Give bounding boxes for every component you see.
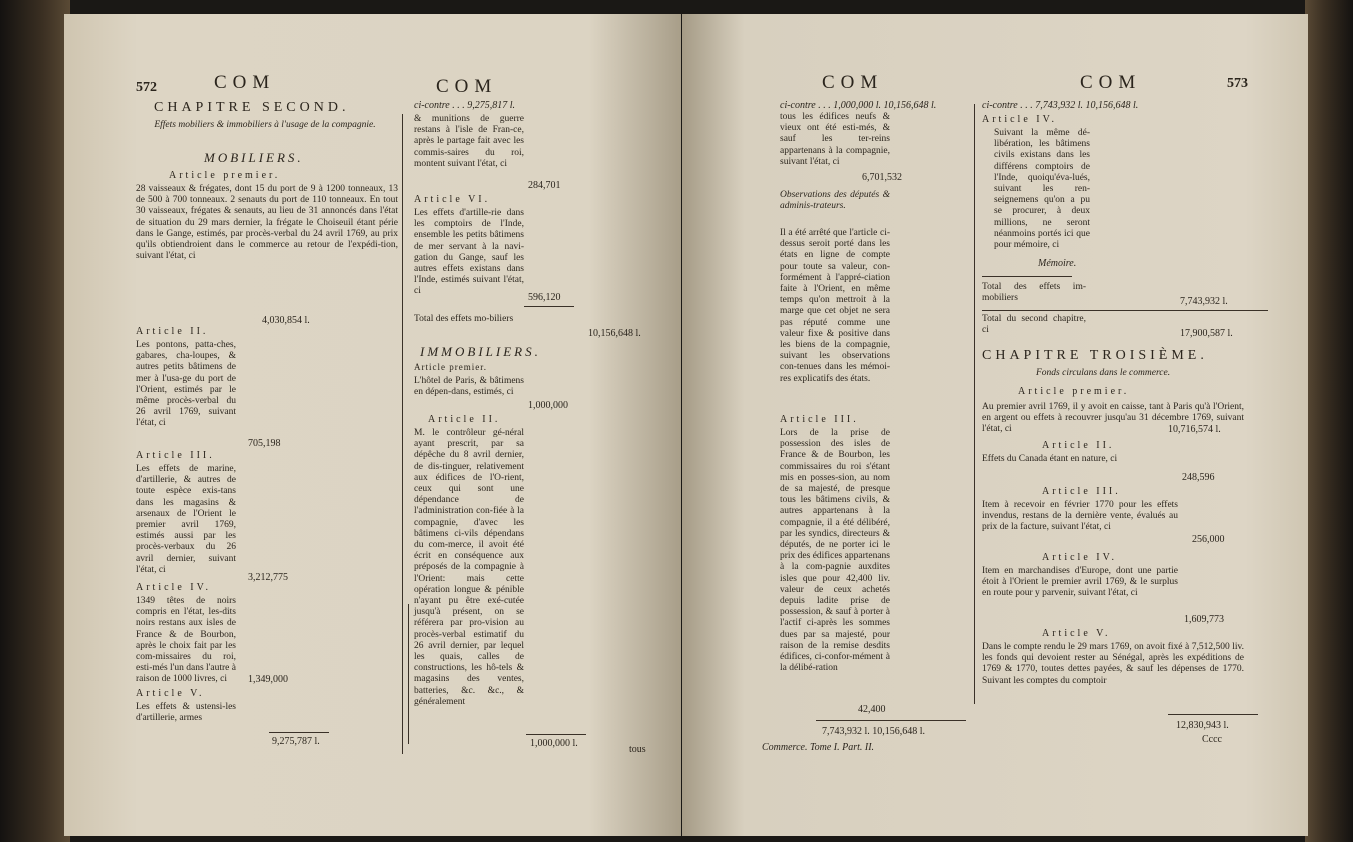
article-amount: 1,000,000: [528, 400, 568, 411]
article-amount: 6,701,532: [862, 172, 902, 183]
column-total: 1,000,000 l.: [530, 738, 578, 749]
article-text: M. le contrôleur gé-néral ayant prescrit, par sa dépêche du 8 avril dernier, de dis-tinguer, relativement aux édifices de l'O-rient, ceux qui sont une dépendance de l'administration con-fiée à la compagnie, d'avec les bâtimens ci-vils dépendans du com-merce, il avoit été écrit en conséquence aux préposés de la compagnie à l'Orient: mais cette opération longue & pénible n'ayant pu être exé-cutée jusqu'à présent, on se référera par pro-vision au procès-verbal estimatif du 26 avril dernier, par lequel les quais, calles de constructions, les hô-tels & magasins des ventes, batteries, &c. &c., & généralement: [414, 428, 524, 707]
right-page: [682, 14, 1308, 836]
signature-line: Commerce. Tome I. Part. II.: [762, 742, 875, 753]
article-heading: Article II.: [1042, 440, 1115, 451]
carried-forward: ci-contre . . . 1,000,000 l. 10,156,648 l.: [780, 100, 937, 111]
article-heading: Article IV.: [136, 582, 212, 593]
article-amount: 42,400: [858, 704, 886, 715]
article-amount: 705,198: [248, 438, 281, 449]
observations-text: Il a été arrêté que l'article ci-dessus seroit porté dans les états en ligne de compte pour toute sa valeur, con-formément à l'appré-ciation faite à l'Orient, en même temps qu'on mettroit à la marge que cet objet ne sera pas réputé comme une valeur fixe & positive dans les biens de la compagnie, suivant les observations con-tenues dans les mémoi-res explicatifs des états.: [780, 228, 890, 384]
article-heading: Article premier.: [169, 170, 281, 181]
article-amount: 4,030,854 l.: [262, 315, 310, 326]
article-text: Les pontons, patta-ches, gabares, cha-loupes, & autres petits bâtimens de mer à l'usa-ge du port de l'Orient, estimés par le même procès-verbal du 26 avril 1769, suivant l'état, ci: [136, 340, 236, 429]
article-text: 28 vaisseaux & frégates, dont 15 du port de 9 à 1200 tonneaux, 13 de 500 à 700 tonneaux. 2 senauts du port de 110 tonneaux. En tout 30 vaisseaux, frégates & senauts, au lieu de 31 annoncés dans l'état de situation du 29 mars dernier, la frégate le Choiseuil étant périe dans le Gange, estimés, par procès-verbal du 24 avril 1769, au prix qu'ils obtiendroient dans le commerce au retour de l'expédi-tion, suivant l'état, ci: [136, 184, 398, 262]
running-head-2: COM: [1080, 72, 1142, 93]
column-head: COM: [436, 76, 498, 97]
running-head: COM: [214, 72, 276, 93]
article-text: Item en marchandises d'Europe, dont une partie étoit à l'Orient le premier avril 1769, & le surplus en route pour y parvenir, suivant l'état, ci: [982, 566, 1178, 599]
article-heading: Article premier.: [414, 362, 487, 372]
column-total: 9,275,787 l.: [272, 736, 320, 747]
column-total: 12,830,943 l.: [1176, 720, 1229, 731]
article-heading: Article IV.: [1042, 552, 1118, 563]
section-heading: MOBILIERS.: [204, 150, 304, 165]
article-heading: Article premier.: [1018, 386, 1130, 397]
article-heading: Article V.: [1042, 628, 1111, 639]
column-divider: [402, 114, 403, 754]
signature-mark: Cccc: [1202, 734, 1222, 745]
article-text: Effets du Canada étant en nature, ci: [982, 454, 1118, 464]
article-text: Les effets & ustensi-les d'artillerie, armes: [136, 702, 236, 724]
article-text: 1349 têtes de noirs compris en l'état, les-dits noirs restans aux isles de France & de Bourbon, après le choix fait par les com-missaires du roi, esti-més l'un dans l'autre à raison de 1000 livres, ci: [136, 596, 236, 685]
article-heading: Article VI.: [414, 194, 491, 205]
total-amount: 17,900,587 l.: [1180, 328, 1233, 339]
article-heading: Article II.: [136, 326, 209, 337]
article-heading: Article III.: [136, 450, 215, 461]
total-amount: 7,743,932 l.: [1180, 296, 1228, 307]
chapter-title: CHAPITRE TROISIÈME.: [982, 348, 1208, 363]
article-text: Les effets de marine, d'artillerie, & autres de toute espèce exis-tans dans les magasins & arsenaux de l'Orient le premier avril 1769, estimés aussi par les procès-verbaux du 26 avril dernier, suivant l'état, ci: [136, 464, 236, 575]
total-label: Total des effets im-mobiliers: [982, 282, 1086, 304]
article-heading: Article III.: [780, 414, 859, 425]
page-number: 573: [1227, 76, 1248, 91]
article-amount: 284,701: [528, 180, 561, 191]
article-amount: 10,716,574 l.: [1168, 424, 1221, 435]
article-text: tous les édifices neufs & vieux ont été esti-més, & sauf les ter-reins appartenans à la compagnie, suivant l'état, ci: [780, 112, 890, 167]
total-amount: 10,156,648 l.: [588, 328, 641, 339]
carried-forward: ci-contre . . . 7,743,932 l. 10,156,648 l.: [982, 100, 1139, 111]
left-page: [64, 14, 681, 836]
catchword: tous: [629, 744, 646, 755]
total-label: Total des effets mo-biliers: [414, 314, 514, 324]
total-label: Total du second chapitre, ci: [982, 314, 1086, 336]
article-text: Suivant la même dé-libération, les bâtimens civils existans dans les différens comptoirs de l'Inde, quoiqu'éva-lués, suivant les ren-seignemens qu'on a pu se procurer, à deux millions, ne seront néanmoins portés ici que pour mémoire, ci: [994, 128, 1090, 251]
article-amount: 256,000: [1192, 534, 1225, 545]
book-edge-left: [0, 0, 70, 842]
article-text: L'hôtel de Paris, & bâtimens en dépen-dans, estimés, ci: [414, 376, 524, 398]
article-heading: Article II.: [428, 414, 501, 425]
page-number: 572: [136, 80, 157, 95]
chapter-subtitle: Fonds circulans dans le commerce.: [1036, 368, 1171, 378]
article-text: Au premier avril 1769, il y avoit en caisse, tant à Paris qu'à l'Orient, en argent ou effets à recouvrer jusqu'au 31 décembre 1769, suivant l'état, ci: [982, 402, 1244, 435]
article-amount: 248,596: [1182, 472, 1215, 483]
chapter-subtitle: Effets mobiliers & immobiliers à l'usage de la compagnie.: [154, 120, 376, 130]
book-edge-right: [1305, 0, 1353, 842]
article-amount: 3,212,775: [248, 572, 288, 583]
article-heading: Article IV.: [982, 114, 1058, 125]
observations-heading: Observations des députés & adminis-trateurs.: [780, 190, 890, 212]
column-divider: [974, 104, 975, 704]
article-text: Lors de la prise de possession des isles de France & de Bourbon, les commissaires du roi s'étant mis en posses-sion, au nom de sa majesté, de presque tous les bâtimens civils, & autres appartenans à la compagnie, il a été délibéré, par les syndics, directeurs & députés, de ne porter ici le prix des édifices appartenans à la com-pagnie auxdites isles que pour 42,400 liv. valeur de ceux achetés depuis ladite prise de possession, & sauf à porter à l'actif ci-après les sommes dues par sa majesté, pour raison de la remise desdits édifices, ci-confor-mément à la délibé-ration: [780, 428, 890, 674]
article-amount: Mémoire.: [1038, 258, 1077, 269]
article-amount: 1,349,000: [248, 674, 288, 685]
article-heading: Article V.: [136, 688, 205, 699]
column-total: 7,743,932 l. 10,156,648 l.: [822, 726, 926, 737]
section-heading: IMMOBILIERS.: [420, 344, 541, 359]
article-amount: 596,120: [528, 292, 561, 303]
carried-forward: ci-contre . . . 9,275,817 l.: [414, 100, 516, 111]
article-text: Les effets d'artille-rie dans les comptoirs de l'Inde, ensemble les petits bâtimens de mer servant à la navi-gation du Gange, sauf les autres effets existans dans l'Inde, estimés suivant l'état, ci: [414, 208, 524, 297]
running-head: COM: [822, 72, 884, 93]
article-text: Dans le compte rendu le 29 mars 1769, on avoit fixé à 7,512,500 liv. les fonds qui devoient rester au Sénégal, après les expéditions de 1769 & 1770, toutes dettes payées, & sauf les dépenses de 1770. Suivant les comptes du comptoir: [982, 642, 1244, 686]
article-text: & munitions de guerre restans à l'isle de Fran-ce, après le partage fait avec les commis-saires du roi, montent suivant l'état, ci: [414, 114, 524, 169]
article-heading: Article III.: [1042, 486, 1121, 497]
column-divider: [408, 604, 409, 744]
chapter-title: CHAPITRE SECOND.: [154, 100, 350, 115]
article-text: Item à recevoir en février 1770 pour les effets invendus, restans de la dernière vente, évalués au prix de la facture, suivant l'état, ci: [982, 500, 1178, 533]
article-amount: 1,609,773: [1184, 614, 1224, 625]
